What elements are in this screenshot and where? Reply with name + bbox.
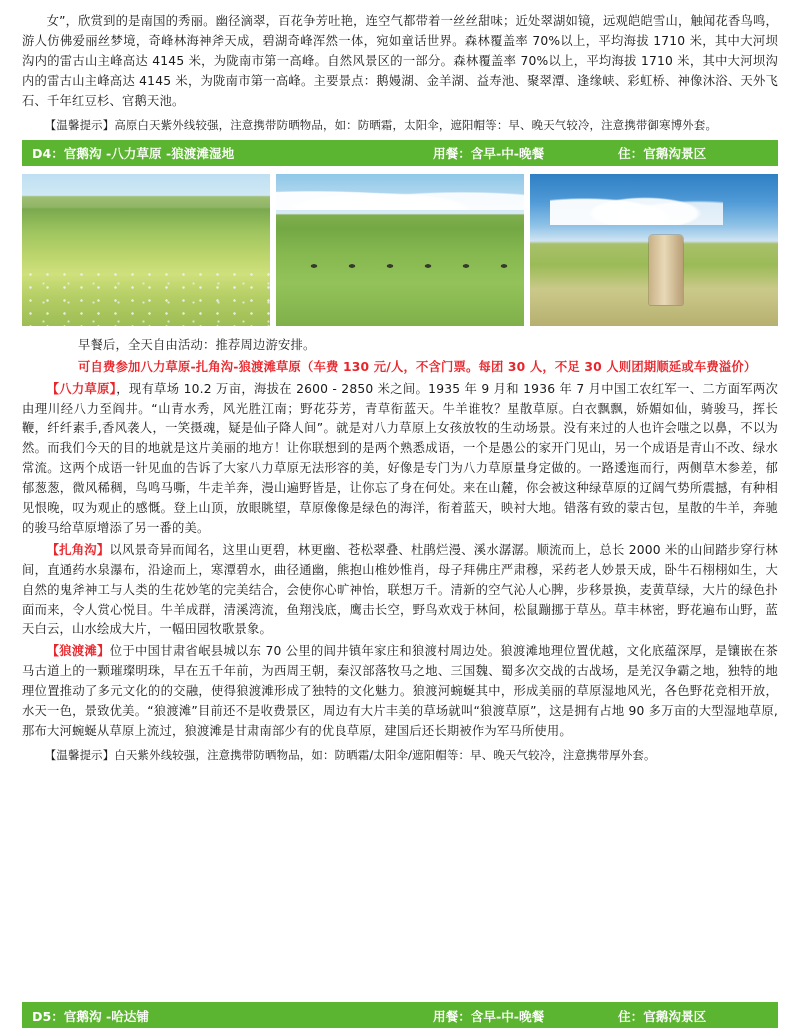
section-label-langdutan: 【狼渡滩】 [46,644,110,659]
section-text-langdutan: 位于中国甘肃省岷县城以东 70 公里的闾井镇年家庄和狼渡村周边处。狼渡滩地理位置优越，文化底蕴深厚，是镶嵌在茶马古道上的一颗璀璨明珠，早在五千年前，为西周王朝，秦汉部落牧马之地、三国魏、蜀多次交战的古战场，是羌汉争霸之地，独特的地理位置推动了多元文化的的交融，使得狼渡滩形成了独特的文化魅力。狼渡河蜿蜒其中，形成美丽的草原湿地风光，各色野花竞相开放，水天一色，景致优美。“狼渡滩”目前还不是收费景区，周边有大片丰美的草场就叫“狼渡草原”，这是拥有占地 90 多万亩的大型湿地草原,那布大河蜿蜒从草原上流过，狼渡滩是甘肃南部少有的优良草原，建国后还长期被作为军马所使用。 [22,644,778,738]
section-label-balicaoyuan: 【八力草原】 [46,381,117,396]
grassland-yak-photo [276,174,524,326]
section-label-zhajiaogou: 【扎角沟】 [46,542,110,557]
intro-paragraph: 女”，欣赏到的是南国的秀丽。幽径滴翠，百花争芳吐艳，连空气都带着一丝丝甜味；近处翠湖如镜，远观皑皑雪山，触闻花香鸟鸣，游人仿佛爱丽丝梦境，奇峰林海神斧天成，碧湖奇峰浑然一体，宛如童话世界。森林覆盖率 70%以上，平均海拔 1710 米，其中大河坝沟内的雷古山主峰高达 4145 米，为陇南市第一高峰。自然风景区的一部分。森林覆盖率 70%以上，平均海拔 1710 米，其中大河坝沟内的雷古山主峰高达 4145 米，为陇南市第一高峰。主要景点：鹅嫚湖、金羊湖、益寿池、聚翠潭、逢缘峡、彩虹桥、神像沐浴、天外飞石、千年红豆杉、官鹅天池。 [22,14,778,108]
day-stay-d5: 住：官鹅沟景区 [618,1008,707,1024]
day-title-d4: D4：官鹅沟 -八力草原 -狼渡滩湿地 [32,146,235,162]
day-meal-d4: 用餐：含早-中-晚餐 [433,146,545,162]
grassland-monument-photo [530,174,778,326]
schedule-line: 早餐后，全天自由活动：推荐周边游安排。 [78,337,316,352]
day-tip-d4: 【温馨提示】白天紫外线较强，注意携带防晒物品，如：防晒霜/太阳伞/遮阳帽等：早、晚天气较冷，注意携带厚外套。 [44,747,656,762]
section-balicaoyuan [22,380,778,539]
day-meal-d5: 用餐：含早-中-晚餐 [433,1008,545,1024]
optional-tour-line: 可自费参加八力草原-扎角沟-狼渡滩草原（车费 130 元/人，不含门票。每团 30 人，不足 30 人则团期顺延或车费溢价） [78,359,757,374]
day-header-d5-wrapper [22,1002,778,1028]
section-text-balicaoyuan: ，现有草场 10.2 万亩，海拔在 2600 - 2850 米之间。1935 年 9 月和 1936 年 7 月中国工农红军一、二方面军两次由理川经八力至阎井。“山青水秀，风光胜江南；野花芬芳，青草衔蓝天。牛羊谁牧？星散草原。白衣飘飘，娇媚如仙，骑骏马，挥长鞭，纤纤素手,香风袭人，一笑摄魂，疑是仙子降人间”。就是对八力草原上女孩放牧的生动场景。没有来过的人也许会嗤之以鼻，不以为然。而我们今天的目的地就是这片美丽的地方！让你联想到的是两个熟悉成语，一个是愚公的家开门见山，另一个成语是青山不改、绿水常流。这两个成语一针见血的告诉了大家八力草原无法形容的美，好像是专门为八力草原量身定做的。一路逶迤而行，两侧草木参差，郁郁葱葱，微风稀稠，鸟鸣马嘶，牛走羊奔，漫山遍野皆是，让你忘了身在何处。来在山麓，你会被这种绿草原的辽阔气势所震撼，有种相见恨晚，叹为观止的感慨。登上山顶，放眼眺望，草原像像是绿色的海洋，衔着蓝天，映衬大地。错落有致的蒙古包，星散的牛羊，奔驰的骏马给草原增添了另一番的美。 [22,381,778,535]
section-text-zhajiaogou: 以风景奇异而闻名，这里山更碧，林更幽、苍松翠叠、杜鹃烂漫、溪水潺潺。顺流而上，总长 2000 米的山间踏步穿行林间，直通药水泉瀑布，沿途而上，寒潭碧水，曲径通幽，熊抱山椎妙惟肖，母子拜佛庄严肃穆，采药老人妙景天成，卧牛石栩栩如生，大自然的鬼斧神工与人类的生花妙笔的完美结合，会使你心旷神怡，联想万千。清新的空气沁人心脾，步移景换，麦黄草绿，大片的绿色扑面而来，令人赏心悦目。牛羊成群，清溪湾流，鱼翔浅底，鹰击长空，野鸟欢戏于林间，松鼠蹦挪于草丛。草丰林密，野花遍布山野，蓝天白云，山水绘成大片，一幅田园牧歌景象。 [22,542,778,637]
day-stay-d4: 住：官鹅沟景区 [618,146,707,162]
section-zhajiaogou [22,541,778,641]
section-langdutan [22,642,778,742]
grassland-sheep-photo [22,174,270,326]
photo-strip-d4 [22,174,778,326]
day-header-d5 [22,1002,778,1028]
intro-tip: 【温馨提示】高原白天紫外线较强，注意携带防晒物品，如：防晒霜，太阳伞，遮阳帽等：早、晚天气较冷，注意携带御寒博外套。 [44,117,718,132]
day-title-d5: D5：官鹅沟 -哈达铺 [32,1008,149,1024]
day-header-d4 [22,140,778,166]
